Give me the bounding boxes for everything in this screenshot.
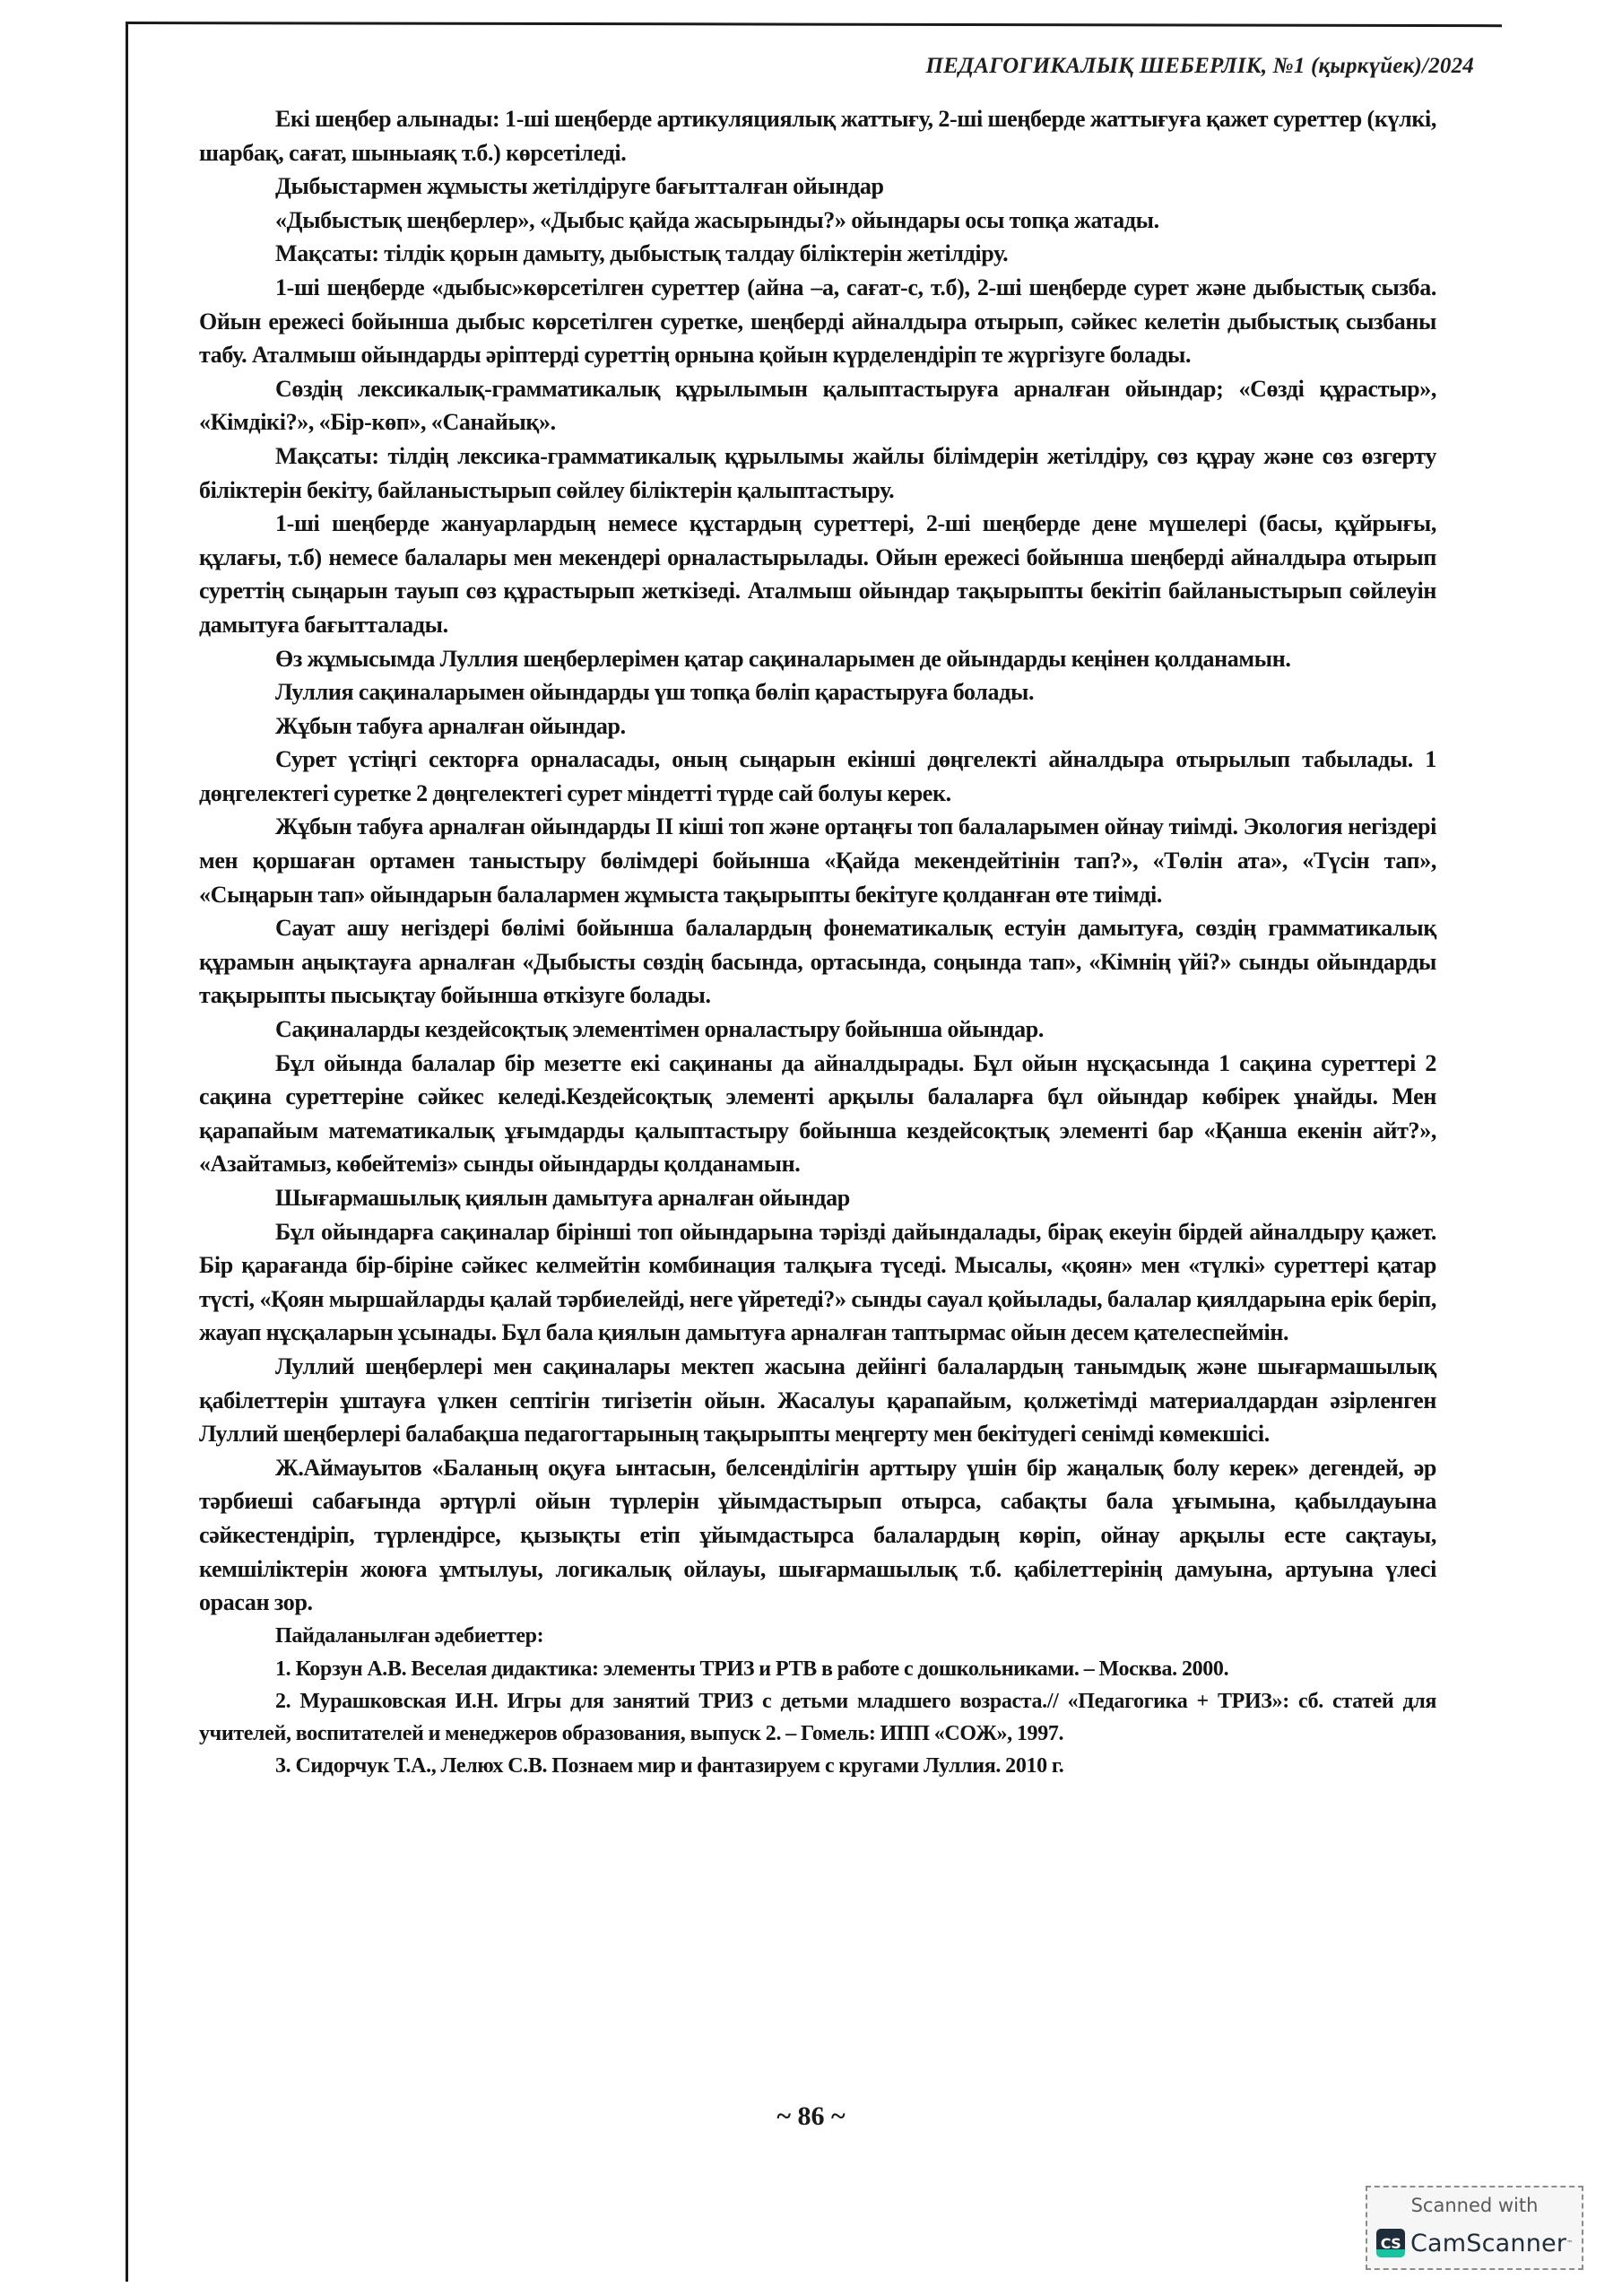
trademark-symbol: ™ — [1566, 2239, 1574, 2247]
article-body — [199, 102, 1436, 1782]
section-heading: Дыбыстармен жұмысты жетілдіруге бағытталған ойындар — [275, 173, 884, 200]
watermark-caption: Scanned with — [1410, 2195, 1539, 2216]
camscanner-logo-icon: CS — [1376, 2229, 1405, 2257]
section-heading: Жұбын табуға арналған ойындар. — [275, 712, 626, 739]
paragraph: Луллия сақиналарымен ойындарды үш топқа бөліп қарастыруға болады. — [275, 679, 1035, 706]
watermark-brand-row — [1376, 2229, 1573, 2257]
paragraph: 1-ші шеңберде «дыбыс»көрсетілген суреттер (айна –а, сағат-с, т.б), 2-ші шеңберде сурет және дыбыстық сызба. Ойын ережесі бойынша дыбыс көрсетілген суретке, шеңберді айналдыра отырып, сәйкес келетін дыбыстық сызбаны табу. Аталмыш ойындарды әріптерді суреттің орнына қойын күрделендіріп те жүргізуге болады. — [199, 274, 1436, 369]
references-title: Пайдаланылған әдебиеттер: — [275, 1623, 544, 1648]
page-frame-left-border — [126, 22, 128, 2282]
paragraph: «Дыбыстық шеңберлер», «Дыбыс қайда жасырынды?» ойындары осы топқа жатады. — [275, 206, 1159, 233]
paragraph: Екі шеңбер алынады: 1-ші шеңберде артикуляциялық жаттығу, 2-ші шеңберде жаттығуға қажет суреттер (күлкі, шарбақ, сағат, шыныаяқ т.б.) көрсетіледі. — [199, 106, 1436, 166]
reference-item: 3. Сидорчук Т.А., Лелюх С.В. Познаем мир и фантазируем с кругами Луллия. 2010 г. — [275, 1754, 1064, 1779]
running-header: ПЕДАГОГИКАЛЫҚ ШЕБЕРЛІК, №1 (қыркүйек)/2024 — [925, 54, 1474, 78]
reference-item: 2. Мурашковская И.Н. Игры для занятий ТРИЗ с детьми младшего возраста.// «Педагогика + ТРИЗ»: сб. статей для учителей, воспитателей и менеджеров образования, выпуск 2. – Гомель: ИПП «СОЖ», 1997. — [199, 1690, 1436, 1746]
paragraph: Сөздің лексикалық-грамматикалық құрылымын қалыптастыруға арналған ойындар; «Сөзді құрастыр», «Кімдікі?», «Бір-көп», «Санайық». — [199, 375, 1436, 436]
section-heading: Сақиналарды кездейсоқтық элементімен орналастыру бойынша ойындар. — [275, 1016, 1045, 1043]
reference-item: 1. Корзун А.В. Веселая дидактика: элементы ТРИЗ и РТВ в работе с дошкольниками. – Москва. 2000. — [275, 1657, 1229, 1682]
paragraph: Бұл ойында балалар бір мезетте екі сақинаны да айналдырады. Бұл ойын нұсқасында 1 сақина суреттері 2 сақина суреттеріне сәйкес келеді.Кездейсоқтық элементі арқылы балаларға бұл ойындар көбірек ұнайды. Мен қарапайым математикалық ұғымдарды қалыптастыру бойынша кездейсоқтық элементі бар «Қанша екенін айт?», «Азайтамыз, көбейтеміз» сынды ойындарды қолданамын. — [199, 1049, 1436, 1178]
paragraph: Өз жұмысымда Луллия шеңберлерімен қатар сақиналарымен де ойындарды кеңінен қолданамын. — [275, 645, 1291, 672]
page-number: ~ 86 ~ — [776, 2101, 846, 2131]
paragraph: Мақсаты: тілдік қорын дамыту, дыбыстық талдау біліктерін жетілдіру. — [275, 240, 1009, 267]
paragraph: Бұл ойындарға сақиналар бірінші топ ойындарына тәрізді дайындалады, бірақ екеуін бірдей айналдыру қажет. Бір қарағанда бір-біріне сәйкес келмейтін комбинация талқыға түседі. Мысалы, «қоян» мен «түлкі» суреттері қатар түсті, «Қоян мыршайларды қалай тәрбиелейді, неге үйретеді?» сынды сауал қойылады, балалар қиялдарына ерік беріп, жауап нұсқаларын ұсынады. Бұл бала қиялын дамытуға арналған таптырмас ойын десем қателеспеймін. — [199, 1218, 1436, 1346]
paragraph: Жұбын табуға арналған ойындарды II кіші топ және ортаңғы топ балаларымен ойнау тиімді. Экология негіздері мен қоршаған ортамен таныстыру бөлімдері бойынша «Қайда мекендейтінін тап?», «Төлін ата», «Түсін тап», «Сыңарын тап» ойындарын балалармен жұмыста тақырыпты бекітуге қолданған өте тиімді. — [199, 813, 1436, 908]
paragraph: Сурет үстіңгі секторға орналасады, оның сыңарын екінші дөңгелекті айналдыра отырылып табылады. 1 дөңгелектегі суретке 2 дөңгелектегі сурет міндетті түрде сай болуы керек. — [199, 746, 1436, 806]
paragraph: 1-ші шеңберде жануарлардың немесе құстардың суреттері, 2-ші шеңберде дене мүшелері (басы, құйрығы, құлағы, т.б) немесе балалары мен мекендері орналастырылады. Ойын ережесі бойынша шеңберді айналдыра отырып суреттің сыңарын тауып сөз құрастырып жеткізеді. Аталмыш ойындар тақырыпты бекітіп байланыстырып сөйлеуін дамытуға бағытталады. — [199, 510, 1436, 638]
watermark-brand-name: CamScanner — [1410, 2229, 1567, 2257]
paragraph: Луллий шеңберлері мен сақиналары мектеп жасына дейінгі балалардың танымдық және шығармашылық қабілеттерін ұштауға үлкен септігін тигізетін ойын. Жасалуы қарапайым, қолжетімді материалдардан әзірленген Луллий шеңберлері балабақша педагогтарының тақырыпты меңгерту мен бекітудегі сенімді көмекшісі. — [199, 1352, 1436, 1448]
paragraph: Сауат ашу негіздері бөлімі бойынша балалардың фонематикалық естуін дамытуға, сөздің грамматикалық құрамын аңықтауға арналған «Дыбысты сөздің басында, ортасында, соңында тап», «Кімнің үйі?» сынды ойындарды тақырыпты пысықтау бойынша өткізуге болады. — [199, 915, 1436, 1009]
page-frame-top-border — [126, 22, 1502, 27]
paragraph: Ж.Аймауытов «Баланың оқуға ынтасын, белсенділігін арттыру үшін бір жаңалық болу керек» дегендей, әр тәрбиеші сабағында әртүрлі ойын түрлерін ұйымдастырып отырса, сабақты бала ұғымына, қабылдауына сәйкестендіріп, түрлендірсе, қызықты етіп ұйымдастырса балалардың көріп, ойнау арқылы есте сақтауы, кемшіліктерін жоюға ұмтылуы, логикалық ойлауы, шығармашылық т.б. қабілеттерінің дамуына, артуына үлесі орасан зор. — [199, 1454, 1436, 1616]
paragraph: Мақсаты: тілдің лексика-грамматикалық құрылымы жайлы білімдерін жетілдіру, сөз құрау және сөз өзгерту біліктерін бекіту, байланыстырып сөйлеу біліктерін қалыптастыру. — [199, 442, 1436, 503]
section-heading: Шығармашылық қиялын дамытуға арналған ойындар — [275, 1185, 850, 1211]
camscanner-watermark — [1366, 2186, 1583, 2270]
